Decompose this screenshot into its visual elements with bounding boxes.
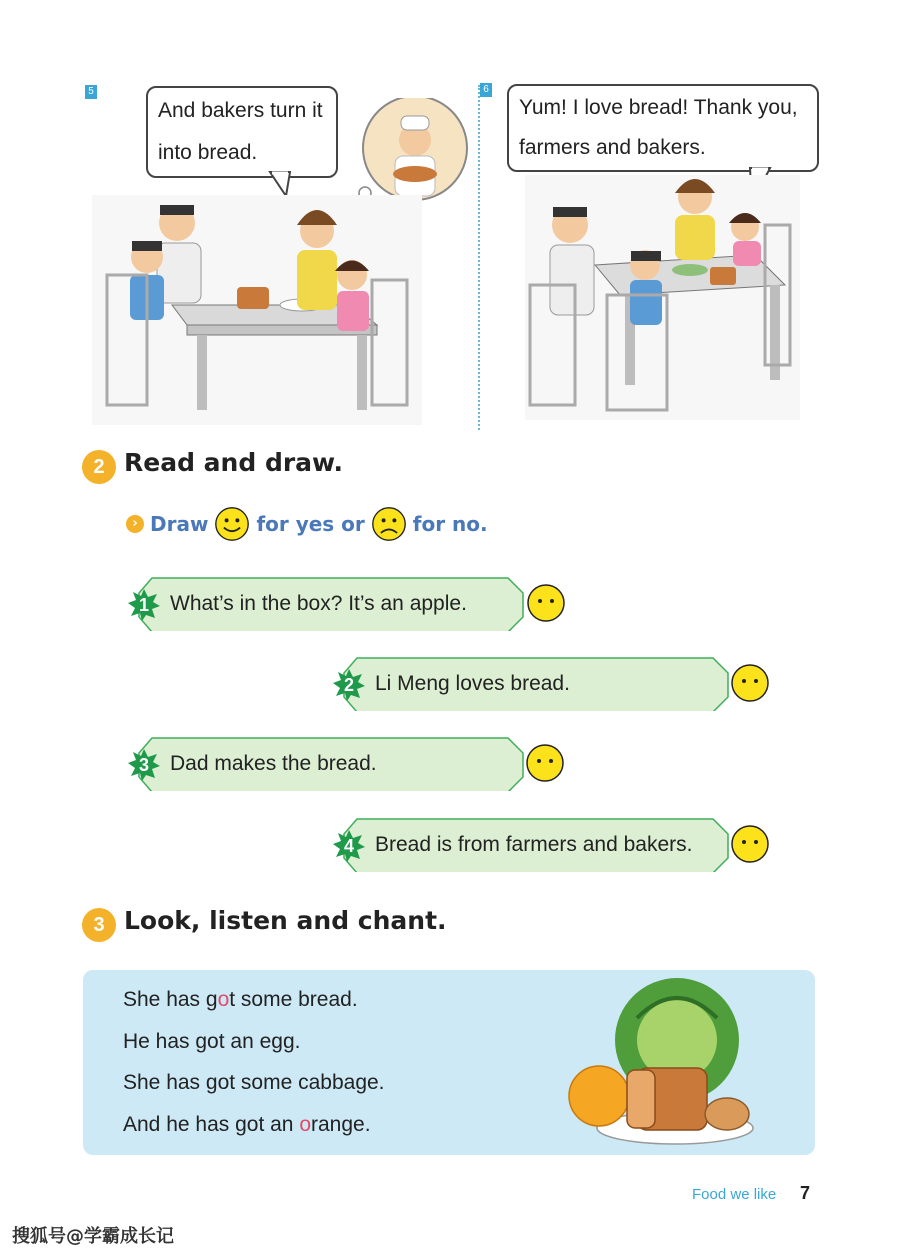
chant-line-1 xyxy=(123,988,358,1012)
statement-number: 2 xyxy=(343,675,354,695)
speech-text-panel-6: Yum! I love bread! Thank you, farmers and bakers. xyxy=(519,96,798,159)
answer-face-icon[interactable] xyxy=(730,663,770,703)
instruction-arrow-icon: › xyxy=(126,515,144,533)
chant-line-4 xyxy=(123,1113,371,1137)
family-dinner-illustration-panel-6 xyxy=(525,175,800,420)
speech-tail-panel-5 xyxy=(268,170,298,198)
sad-face-icon xyxy=(371,506,407,542)
speech-text-panel-5: And bakers turn it into bread. xyxy=(158,99,323,164)
instruction-suffix: for no. xyxy=(412,512,488,536)
number-star-label xyxy=(128,589,160,621)
speech-bubble-panel-5 xyxy=(146,86,338,178)
chant-box xyxy=(83,970,815,1155)
chant-line-2 xyxy=(123,1030,300,1054)
instruction-prefix: Draw xyxy=(150,512,209,536)
statement-row-2 xyxy=(333,655,773,713)
food-illustration xyxy=(567,978,767,1150)
watermark: 搜狐号@学霸成长记 xyxy=(12,1226,174,1247)
chant-line-text: She has got some cabbage. xyxy=(123,1071,385,1094)
baker-thought-illustration xyxy=(345,98,480,208)
number-star-label xyxy=(333,669,365,701)
panel-number-6: 6 xyxy=(480,83,492,97)
family-dinner-illustration-panel-5 xyxy=(92,195,422,425)
statement-text: Li Meng loves bread. xyxy=(375,672,570,695)
statement-number: 3 xyxy=(138,755,149,775)
chant-line-highlight: o xyxy=(299,1113,311,1136)
page-number: 7 xyxy=(800,1183,811,1203)
answer-face-icon[interactable] xyxy=(525,743,565,783)
section-2-number: 2 xyxy=(82,450,116,484)
section-2-title: Read and draw. xyxy=(124,448,344,477)
section-3-number: 3 xyxy=(82,908,116,942)
section-3-title: Look, listen and chant. xyxy=(124,906,447,935)
number-star-label xyxy=(128,749,160,781)
section-2-instruction xyxy=(126,504,488,544)
statement-text: Bread is from farmers and bakers. xyxy=(375,833,693,856)
instruction-middle: for yes or xyxy=(256,512,365,536)
smiley-face-icon xyxy=(214,506,250,542)
statement-row-1 xyxy=(128,575,568,633)
chant-line-text: range. xyxy=(311,1113,371,1136)
statement-number: 1 xyxy=(138,595,149,615)
chant-line-text: She has g xyxy=(123,988,218,1011)
chant-line-3 xyxy=(123,1071,385,1095)
number-star-label xyxy=(333,830,365,862)
statement-text: What’s in the box? It’s an apple. xyxy=(170,592,467,615)
statement-number: 4 xyxy=(343,836,354,856)
speech-bubble-panel-6 xyxy=(507,84,819,172)
chant-line-text: And he has got an xyxy=(123,1113,300,1136)
answer-face-icon[interactable] xyxy=(526,583,566,623)
chant-line-text: He has got an egg. xyxy=(123,1030,301,1053)
statement-row-3 xyxy=(128,735,568,793)
footer-unit-label: Food we like xyxy=(692,1186,777,1203)
statement-row-4 xyxy=(333,816,773,874)
chant-line-text: t some bread. xyxy=(229,988,358,1011)
statement-text: Dad makes the bread. xyxy=(170,752,377,775)
chant-line-highlight: o xyxy=(217,988,230,1011)
panel-number-5: 5 xyxy=(85,85,97,99)
answer-face-icon[interactable] xyxy=(730,824,770,864)
